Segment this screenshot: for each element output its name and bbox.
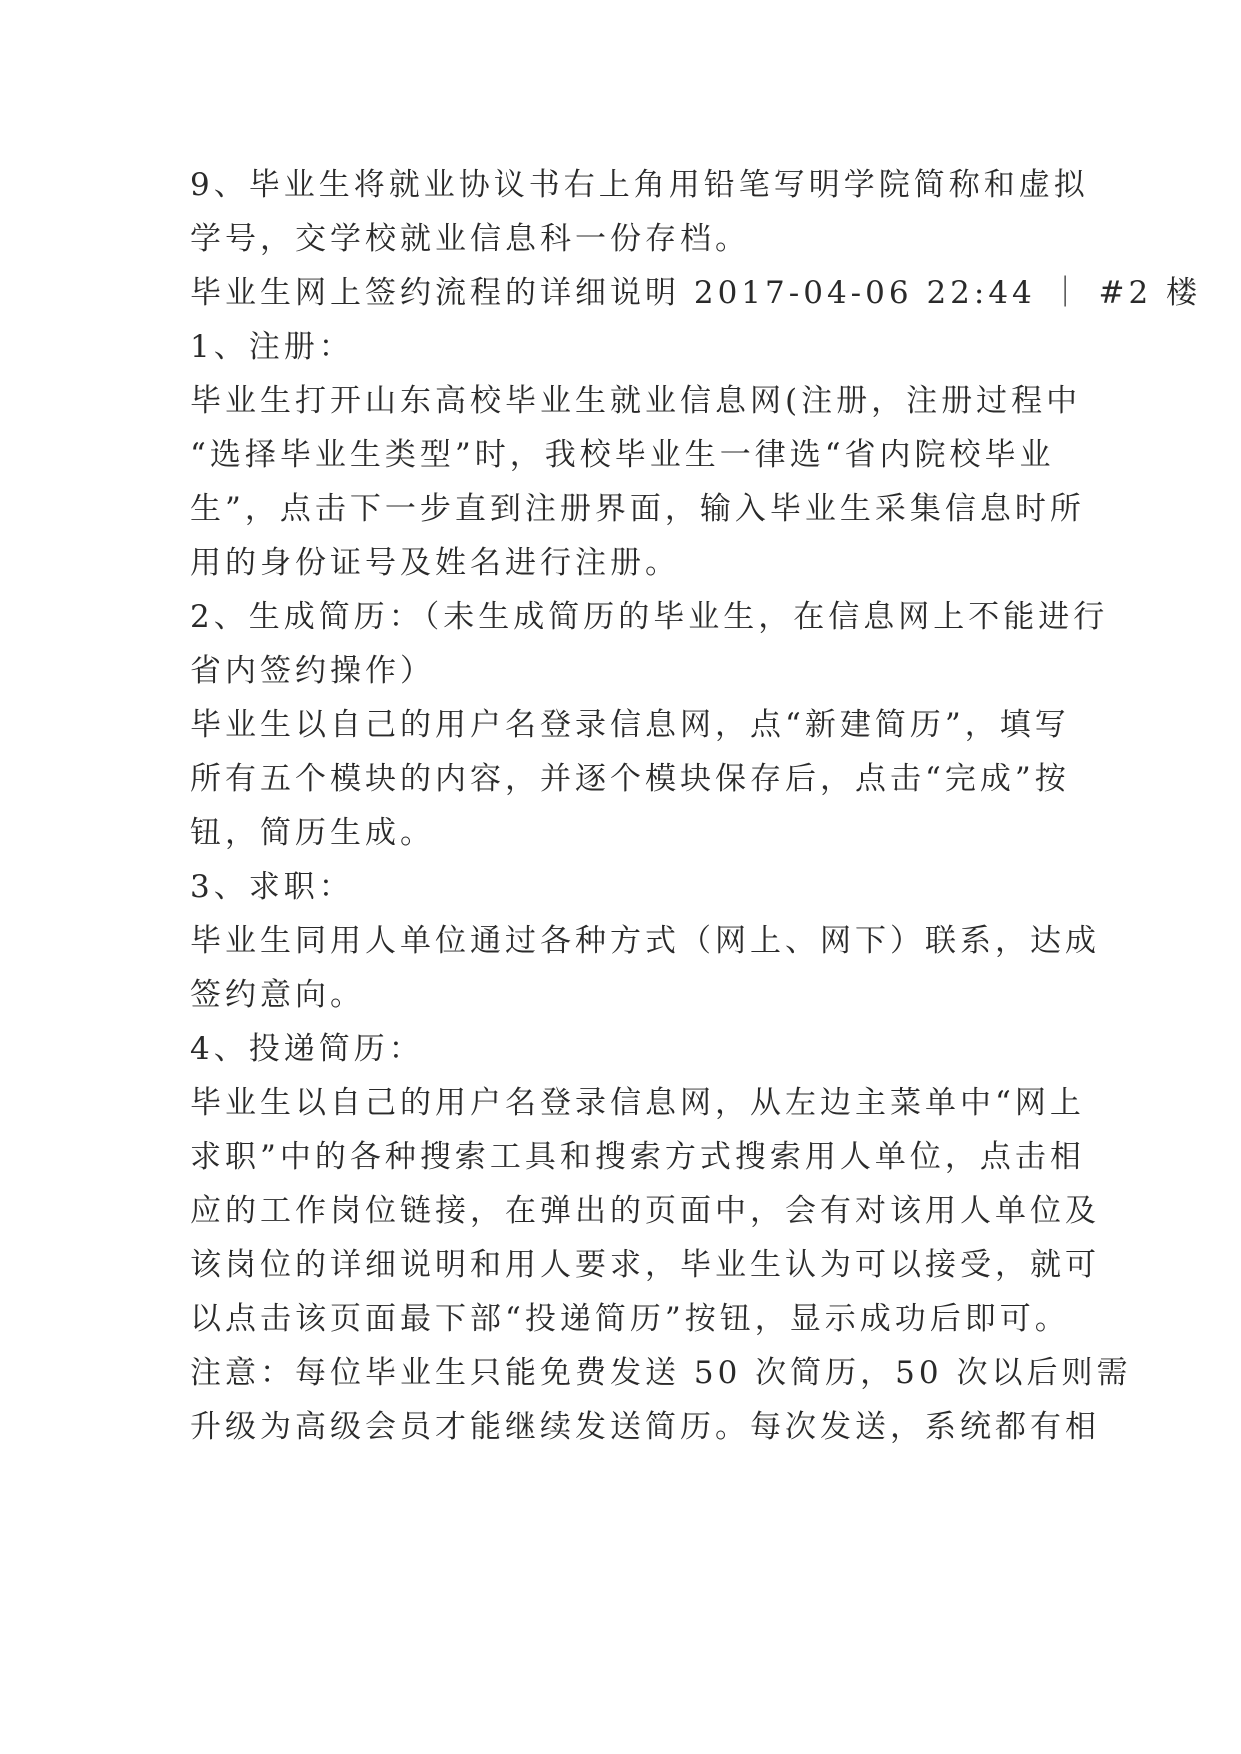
text-line: 毕业生打开山东高校毕业生就业信息网(注册，注册过程中	[190, 383, 1082, 419]
text-line: 用的身份证号及姓名进行注册。	[190, 545, 680, 581]
text-line: 省内签约操作）	[190, 653, 435, 689]
text-line: 该岗位的详细说明和用人要求，毕业生认为可以接受，就可	[190, 1247, 1100, 1283]
section-heading-job-search: 3、求职：	[190, 869, 354, 905]
section-heading-register: 1、注册：	[190, 329, 354, 365]
text-line: 学号，交学校就业信息科一份存档。	[190, 221, 750, 257]
text-line: 钮，简历生成。	[190, 815, 435, 851]
post-header-line: 毕业生网上签约流程的详细说明 2017-04-06 22:44 ｜ #2 楼	[190, 275, 1202, 311]
section-heading-resume: 2、生成简历：（未生成简历的毕业生，在信息网上不能进行	[190, 599, 1109, 635]
text-line: 9、毕业生将就业协议书右上角用铅笔写明学院简称和虚拟	[190, 167, 1089, 203]
text-line: 签约意向。	[190, 977, 365, 1013]
text-line: 升级为高级会员才能继续发送简历。每次发送，系统都有相	[190, 1409, 1100, 1445]
text-line: 所有五个模块的内容，并逐个模块保存后，点击“完成”按	[190, 761, 1070, 797]
text-line: 生”，点击下一步直到注册界面，输入毕业生采集信息时所	[190, 491, 1085, 527]
section-heading-submit-resume: 4、投递简历：	[190, 1031, 424, 1067]
text-line: 应的工作岗位链接，在弹出的页面中，会有对该用人单位及	[190, 1193, 1100, 1229]
text-line: 毕业生以自己的用户名登录信息网，点“新建简历”，填写	[190, 707, 1070, 743]
text-line: 毕业生同用人单位通过各种方式（网上、网下）联系，达成	[190, 923, 1100, 959]
text-line: 求职”中的各种搜索工具和搜索方式搜索用人单位，点击相	[190, 1139, 1085, 1175]
text-line: 以点击该页面最下部“投递简历”按钮，显示成功后即可。	[190, 1301, 1070, 1337]
note-line: 注意：每位毕业生只能免费发送 50 次简历，50 次以后则需	[190, 1355, 1132, 1391]
document-body	[190, 158, 1202, 1454]
text-line: “选择毕业生类型”时，我校毕业生一律选“省内院校毕业	[190, 437, 1055, 473]
text-line: 毕业生以自己的用户名登录信息网，从左边主菜单中“网上	[190, 1085, 1085, 1121]
